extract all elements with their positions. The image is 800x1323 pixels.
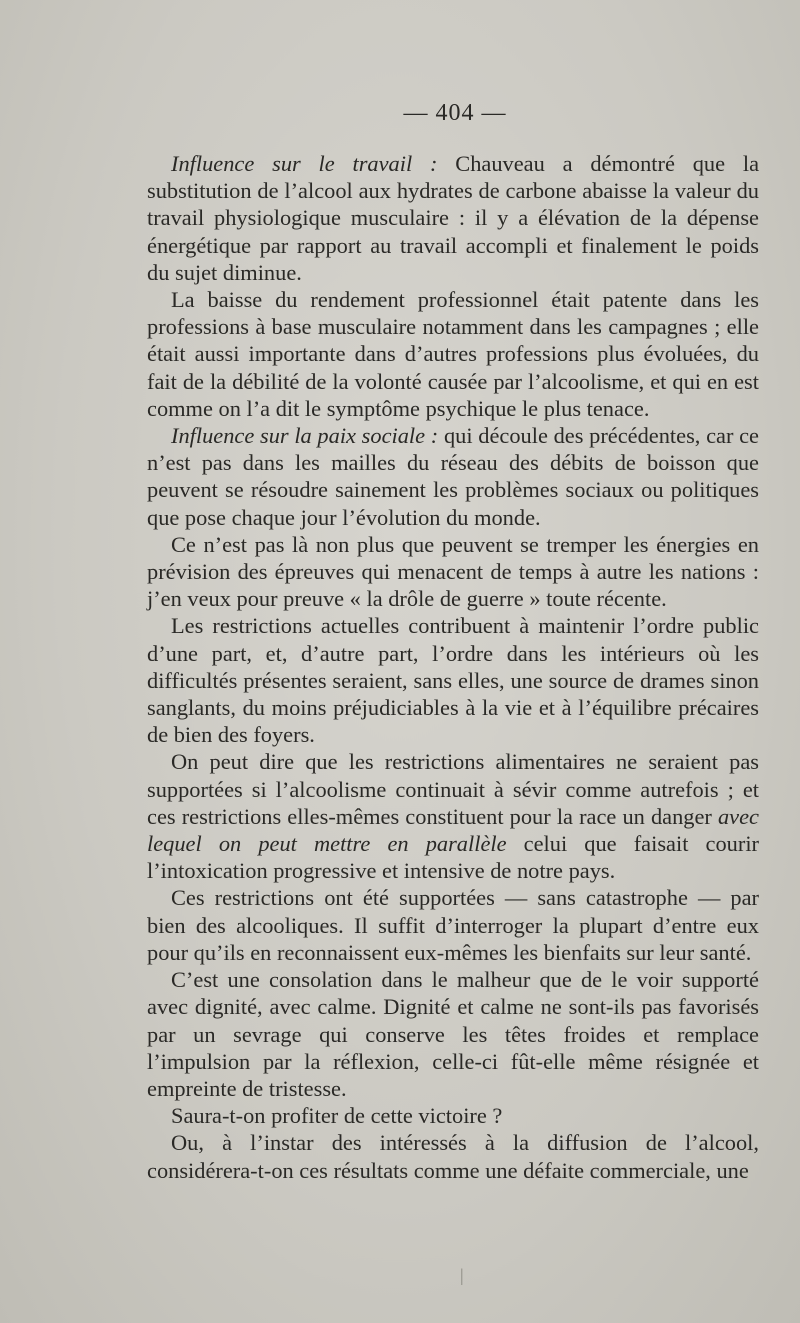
paragraph-rendement: [147, 286, 759, 422]
paragraph-restrictions-ordre: [147, 612, 759, 748]
paragraph-text: Ou, à l’instar des intéressés à la diffusion de l’alcool, considérera-t-on ces résultats comme une défaite commerciale, une: [147, 1130, 759, 1183]
paragraph-text: La baisse du rendement professionnel était patente dans les professions à base musculaire notamment dans les campagnes ; elle était aussi importante dans d’autres professions plus évoluées, du fait de la débilité de la volonté causée par l’alcoolisme, et qui en est comme on l’a dit le symptôme psychique le plus tenace.: [147, 287, 759, 421]
paragraph-text: Ce n’est pas là non plus que peuvent se tremper les énergies en prévision des épreuves qui menacent de temps à autre les nations : j’en veux pour preuve « la drôle de guerre » toute récente.: [147, 531, 759, 612]
paragraph-text: qui découle des précédentes, car ce n’est pas dans les mailles du réseau des débits de boisson que peuvent se résoudre sainement les problèmes sociaux ou politiques que pose chaque jour l’évolution du monde.: [147, 423, 759, 530]
paragraph-text: Ces restrictions ont été supportées — sans catastrophe — par bien des alcooliques. Il suffit d’interroger la plupart d’entre eux pour qu’ils en reconnaissent eux-mêmes les bienfaits sur leur santé.: [147, 885, 759, 965]
page-number: — 404 —: [403, 100, 507, 126]
paragraph-alcooliques: [147, 884, 759, 966]
paragraph-text: Les restrictions actuelles contribuent à maintenir l’ordre public d’une part, et, d’autre part, l’ordre dans les intérieurs où les difficultés présentes seraient, sans elles, une source de drames sinon sanglants, du moins préjudiciables à la vie et à l’équilibre précaires de bien des foyers.: [147, 613, 759, 748]
paragraph-text: C’est une consolation dans le malheur que de le voir supporté avec dignité, avec calme. Dignité et calme ne sont-ils pas favorisés par un sevrage qui conserve les têtes froides et remplace l’impulsion par la réflexion, celle-ci fût-elle même résignée et empreinte de tristesse.: [147, 967, 759, 1101]
section-lead-paix-sociale: Influence sur la paix sociale :: [171, 423, 439, 449]
paragraph-restrictions-alimentaires: [147, 748, 759, 884]
paragraph-consolation: [147, 966, 759, 1102]
paragraph-text: On peut dire que les restrictions alimentaires ne seraient pas supportées si l’alcoolisme continuait à sévir comme autrefois ; et ces restrictions elles-mêmes constituent pour la race un danger: [147, 749, 759, 829]
paragraph-text: Saura-t-on profiter de cette victoire ?: [171, 1103, 503, 1129]
body-text: [147, 150, 759, 1184]
paragraph-text: celui que faisait courir l’intoxication progressive et intensive de notre pays.: [147, 831, 759, 884]
paragraph-victoire: [147, 1102, 759, 1129]
paragraph-paix-sociale: [147, 422, 759, 531]
paragraph-energies: [147, 531, 759, 613]
italic-phrase: avec lequel on peut mettre en parallèle: [147, 803, 759, 857]
paragraph-text: Chauveau a démontré que la substitution de l’alcool aux hydrates de carbone abaisse la valeur du travail physiologique musculaire : il y a élévation de la dépense énergétique par rapport au travail accompli et finalement le poids du sujet diminue.: [147, 151, 760, 285]
section-lead-travail: Influence sur le travail :: [171, 151, 438, 176]
paper-speck: |: [460, 1265, 464, 1285]
paragraph-travail: [147, 150, 759, 286]
paragraph-defaite: [147, 1129, 759, 1183]
